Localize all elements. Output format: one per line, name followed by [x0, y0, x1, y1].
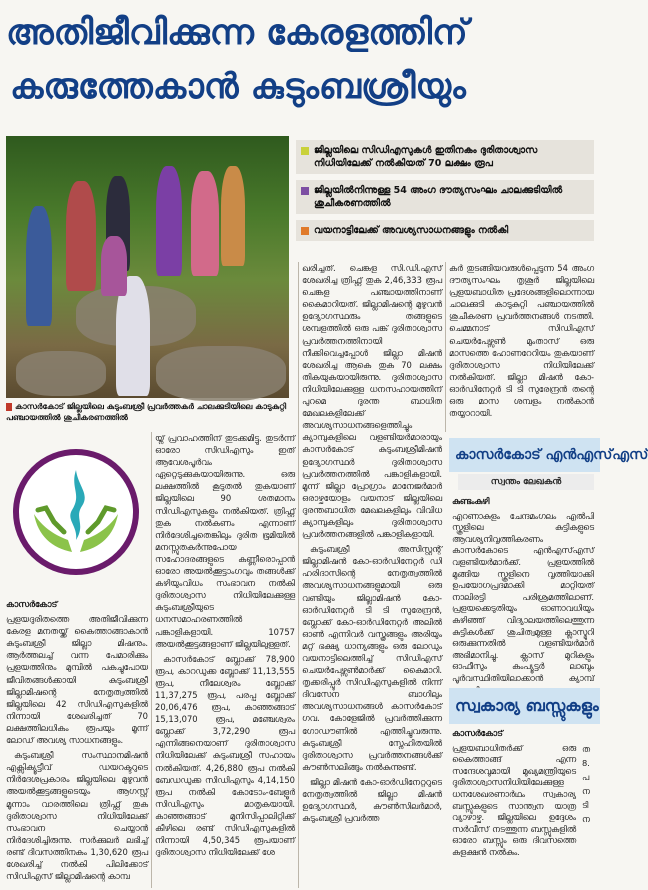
column-rule [445, 262, 446, 432]
headline-line-2: കരുത്തേകാൻ കുടുംബശ്രീയും [10, 67, 466, 107]
nss-box-title: കാസർകോട് എൻഎസ്എസ് [449, 438, 600, 472]
kudumbashree-logo [6, 432, 146, 592]
column-rule [298, 262, 299, 888]
column-rule [151, 432, 152, 888]
article-column-2 [155, 432, 295, 861]
bus-box-body [452, 728, 576, 862]
news-photo [6, 136, 289, 398]
bus-box-side-column: ത 8. പ ന ടി ന [582, 744, 590, 824]
paragraph: യ്ന് പ്രവാഹത്തിന് തുടക്കമിട്ടു. തുടർന്ന് ഓരോ സിഡിഎസും ഇത് ആവേശപൂർവം ഏറ്റെടുക്കുകയായിരുന്നു. ഒരു ലക്ഷത്തിൽ കൂടുതൽ തുകയാണ് ജില്ലയിലെ 90 ശതമാനം സിഡിഎസുകളും നൽകിയത്. ത്രിഫ്റ്റ് തുക നൽകണം എന്നാണ് നിർദേശിച്ചതെങ്കിലും ദുരിത ഭൂമിയിൽ മനസ്സുതകർന്നുപോയ സഹോദരങ്ങളുടെ കണ്ണീരൊപ്പാൻ ഓരോ അയൽക്കൂട്ടാംഗവും തങ്ങൾക്ക് കഴിയുംവിധം സംഭാവന നൽകി ദുരിതാശ്വാസ നിധിയിലേക്കുള്ള കുടുംബശ്രീയുടെ ധനസമാഹരണത്തിൽ പങ്കാളികളായി. 10757 അയൽക്കൂട്ടങ്ങളാണ് ജില്ലയിലുള്ളത്. [155, 433, 295, 649]
paragraph: കാസർകോട് ബ്ലോക്ക് 78,900 രൂപ, കാറഡുക്ക ബ്ലോക്ക് 11,13,555 രൂപ, നീലേശ്വരം ബ്ലോക്ക് 11,37,275 രൂപ, പരപ്പ ബ്ലോക്ക് 20,06,476 രൂപ, കാഞ്ഞങ്ങാട് 15,13,070 രൂപ, മഞ്ചേശ്വരം ബ്ലോക്ക് 3,72,290 രൂപ എന്നിങ്ങനെയാണ് ദുരിതാശ്വാസ നിധിയിലേക്ക് കുടുംബശ്രീ സഹായം നൽകിയത്. 4,26,880 രൂപ നൽകി ബേഡഡുക്ക സിഡിഎസും 4,14,150 രൂപ നൽകി കോടോം-ബേളൂർ സിഡിഎസും മാതൃകയായി. കാഞ്ഞങ്ങാട് മുനിസിപ്പാലിറ്റിക്ക് കീഴിലെ രണ്ട് സിഡിഎസുകളിൽ നിന്നായി 4,50,345 രൂപയാണ് ദുരിതാശ്വാസ നിധിയിലേക്ക് ശേ [155, 653, 295, 858]
paragraph: ജില്ലാ മിഷൻ കോ-ഓർഡിനേറ്ററുടെ നേതൃത്വത്തിൽ ജില്ലാ മിഷൻ ഉദ്യോഗസ്ഥർ, കൗൺസിലർമാർ, കുടുംബശ്രീ പ്രവർത്ത [302, 776, 442, 824]
caption-marker [6, 403, 12, 411]
photo-caption: കാസർകോട് ജില്ലയിലെ കുടുംബശ്രീ പ്രവർത്തകർ ചാലക്കുടിയിലെ കാടുകുറ്റി പഞ്ചായത്തിൽ ശുചീകരണത്തിൽ [6, 402, 287, 422]
dateline: കുണ്ടംകുഴി [452, 496, 490, 506]
highlight-marker [301, 187, 309, 195]
article-column-1 [6, 598, 148, 885]
dateline: കാസർകോട് [452, 728, 503, 738]
article-column-3 [302, 262, 442, 827]
nss-box-body [452, 496, 594, 699]
highlight-marker [301, 227, 309, 235]
dateline: കാസർകോട് [6, 599, 58, 609]
article-column-4 [449, 262, 594, 422]
paragraph: കുടുംബശ്രീ സംസ്ഥാനമിഷൻ എക്സിക്യൂട്ടീവ് ഡയറക്ടറുടെ നിർദേശപ്രകാരം ജില്ലയിലെ മുഴുവൻ അയൽക്കൂട്ടങ്ങളുടെയും ആഗസ്റ്റ് മൂന്നാം വാരത്തിലെ ത്രിഫ്റ്റ് തുക ദുരിതാശ്വാസ നിധിയിലേക്ക് സംഭാവന ചെയ്യാൻ നിർദേശിച്ചിരുന്നു. സർക്കുലർ ലഭിച്ച് രണ്ട് ദിവസത്തിനകം 1,30,620 രൂപ ശേഖരിച്ച് നൽകി പിലിക്കോട് സിഡിഎസ് ജില്ലാമിഷന്റെ കാമ്പ [6, 750, 148, 882]
highlight-item: ജില്ലയിലെ സിഡിഎസുകൾ ഇതിനകം ദുരിതാശ്വാസ നിധിയിലേക്ക് നൽകിയത് 70 ലക്ഷം രൂപ [296, 140, 594, 174]
headline [6, 6, 594, 128]
paragraph: പ്രളയബാധിതർക്ക് ഒരു കൈത്താങ്ങ് എന്ന സന്ദേശവുമായി മുഖ്യമന്ത്രിയുടെ ദുരിതാശ്വാസനിധിയിലേക്കുള്ള ധനശേഖരണാർഥം സ്വകാര്യ ബസ്സുകളുടെ സാന്ത്വന യാത്ര വ്യാഴാഴ്ച. ജില്ലയിലെ ഉദ്ദേശം സർവീസ് നടത്തുന്ന ബസ്സുകളിൽ ഓരോ ബസ്സും ഒരു ദിവസത്തെ കളക്ഷൻ നൽകും. [452, 742, 576, 857]
paragraph: എറണാകുളം ചേന്ദമംഗലം എൽപി സ്കൂളിലെ കുട്ടികളുടെ ആവശ്യനിവൃത്തികരണം കാസർകോടെ എൻഎസ്എസ് വളണ്ടിയർമാർക്ക്. പ്രളയത്തിൽ മുങ്ങിയ സ്കൂളിനെ വൃത്തിയാക്കി ഉപയോഗപ്രദമാക്കി മാറ്റിയത് നാലിരട്ടി പരിശ്രമത്തിലാണ്. പ്രളയക്കെടുതിയും ഓണാവധിയും കഴിഞ്ഞ് വിദ്യാലയത്തിലെത്തുന്ന കുട്ടികൾക്ക് ശുചിത്വമുള്ള ക്ലാസ്മുറി ഒരുക്കുന്നതിൽ വളണ്ടിയർമാർ അഭിമാനിച്ചു. ക്ലാസ് മുറികളും ഓഫീസും കംപ്യൂട്ടർ ലാബും പൂർവസ്ഥിതിയിലാക്കാൻ ക്യാമ്പ് [452, 510, 594, 683]
highlight-item: വയനാട്ടിലേക്ക് അവശ്യസാധനങ്ങളും നൽകി [296, 220, 594, 241]
paragraph: പ്രളയദുരിതത്തെ അതിജീവിക്കുന്ന കേരള മനതയ്ക്ക് കൈത്താങ്ങാകാൻ കുടുംബശ്രീ ജില്ലാ മിഷനും. ആർത്തലച്ച് വന്ന പേമാരിക്കും പ്രളയത്തിനും മുമ്പിൽ പകച്ചുപോയ ജീവിതങ്ങൾക്കായി കുടുംബശ്രീ ജില്ലാമിഷന്റെ നേതൃത്വത്തിൽ ജില്ലയിലെ 42 സിഡിഎസുകളിൽ നിന്നായി ശേഖരിച്ചത് 70 ലക്ഷത്തിലധികം രൂപയും മൂന്ന് ലോഡ് അവശ്യ സാധനങ്ങളും. [6, 614, 148, 746]
highlight-marker [301, 147, 309, 155]
paragraph: ഖരിച്ചത്. ചെങ്കള സി.ഡി.എസ് ശേഖരിച്ച ത്രിഫ്റ്റ് തുക 2,46,333 രൂപ ചെങ്കള പഞ്ചായത്തിനാണ് കൈമാറിയത്. ജില്ലാമിഷന്റെ മുഴുവൻ ഉദ്യോഗസ്ഥരും തങ്ങളുടെ ശമ്പളത്തിൽ ഒരു പങ്ക് ദുരിതാശ്വാസ പ്രവർത്തനത്തിനായി നീക്കിവെച്ചപ്പോൾ ജില്ലാ മിഷൻ ശേഖരിച്ച ആകെ തുക 70 ലക്ഷം തികയുകയായിരുന്നു. ദുരിതാശ്വാസ നിധിയിലേക്കുള്ള ധനസഹായത്തിന് പുറമെ ദുരന്ത ബാധിത മേഖലകളിലേക്ക് അവശ്യസാധനങ്ങളെത്തിച്ചും ക്യാമ്പുകളിലെ വളണ്ടിയർമാരായും കാസർകോട് കുടുംബശ്രീമിഷൻ ഉദ്യോഗസ്ഥർ ദുരിതാശ്വാസ പ്രവർത്തനത്തിൽ പങ്കാളികളായി. മൂന്ന് ജില്ലാ പ്രോഗ്രാം മാനേജർമാർ ഒരാഴ്ചയോളം വയനാട് ജില്ലയിലെ ദുരന്തബാധിത മേഖലകളിലും വിവിധ ക്യാമ്പുകളിലും ദുരിതാശ്വാസ പ്രവർത്തനങ്ങളിൽ പങ്കാളികളായി. [302, 263, 442, 540]
paragraph: കുടുംബശ്രീ അസിസ്റ്റന്റ് ജില്ലാമിഷൻ കോ-ഓർഡിനേറ്റർ ഡി ഹരിദാസിന്റെ നേതൃത്വത്തിൽ അവശ്യസാധനങ്ങളുമായി ഒരു വണ്ടിയും ജില്ലാമിഷൻ കോ-ഓർഡിനേറ്റർ ടി ടി സുരേന്ദ്രൻ, ബ്ലോക്ക് കോ-ഓർഡിനേറ്റർ അലിൽ ഓൺ എന്നിവർ വസ്ത്രങ്ങളും അരിയും മറ്റ് ഭക്ഷ്യ ധാന്യങ്ങളും ഒരു ലോഡും വയനാട്ടിലെത്തിച്ച് സിഡിഎസ് ചെയർപേഴ്സൺമാർക്ക് കൈമാറി. തൃക്കരിപ്പൂർ സിഡിഎസുകളിൽ നിന്ന് ദിവസേന ബാഗിലും അവശ്യസാധനങ്ങൾ കാസർകോട് ഗവ. കോളേജിൽ പ്രവർത്തിക്കുന്ന ഗോഡൗണിൽ എത്തിച്ചുവരുന്നു. കുടുംബശ്രീ സ്നേഹിതയിൽ ദുരിതാശ്വാസ പ്രവർത്തനങ്ങൾക്ക് കൗൺസലിങ്ങും നൽകുന്നുണ്ട്. [302, 544, 442, 772]
kudumbashree-logo-icon [12, 448, 140, 576]
highlights [296, 140, 594, 247]
byline: സ്വന്തം ലേഖകൻ [458, 474, 594, 490]
paragraph: കർ തുടങ്ങിയവരുൾപ്പെടുന്ന 54 അംഗ ദൗത്യസംഘം തൃശൂർ ജില്ലയിലെ പ്രളയബാധിത പ്രദേശങ്ങളിലൊന്നായ ചാലക്കുടി കാടുകുറ്റി പഞ്ചായത്തിൽ ശുചീകരണ പ്രവർത്തനങ്ങൾ നടത്തി. ചെമ്മനാട് സിഡിഎസ് ചെയർപേഴ്സൺ മുംതാസ് ഒരു മാസത്തെ ഹോണറേറിയം തുകയാണ് ദുരിതാശ്വാസ നിധിയിലേക്ക് നൽകിയത്. ജില്ലാ മിഷൻ കോ-ഓർഡിനേറ്റർ ടി ടി സുരേന്ദ്രൻ തന്റെ ഒരു മാസ ശമ്പളം നൽകാൻ തയ്യാറായി. [449, 263, 594, 419]
headline-line-1: അതിജീവിക്കുന്ന കേരളത്തിന് [6, 13, 468, 53]
bus-box-title: സ്വകാര്യ ബസ്സുകളും [449, 688, 600, 724]
highlight-item: ജില്ലയിൽനിന്നുള്ള 54 അംഗ ദൗത്യസംഘം ചാലക്കുടിയിൽ ശുചീകരണത്തിൽ [296, 180, 594, 214]
